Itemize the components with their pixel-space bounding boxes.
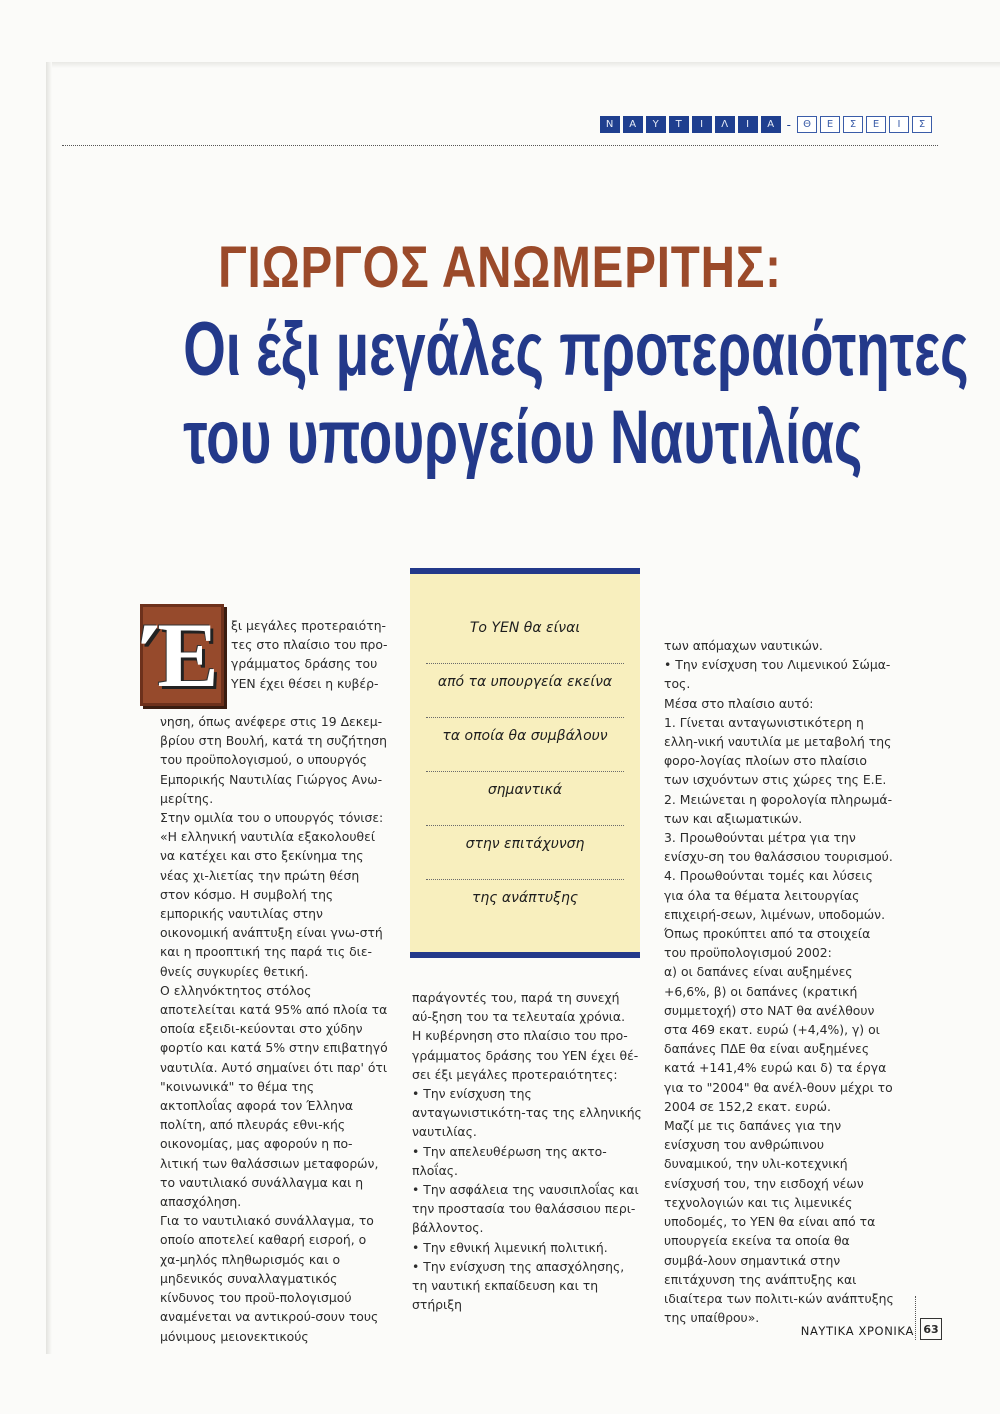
pull-quote [410,568,640,958]
paragraph: Ο ελληνόκτητος στόλος αποτελείται κατά 95% από πλοία τα οποία εξειδι-κεύονται στο χύδην φορτίο και κατά 5% στην επιβατηγό ναυτιλία. Αυτό σημαίνει ότι παρ' ότι "κοινωνικά" το θέμα της ακτοπλοΐας αφορά τον Έλληνα πολίτη, από πλευράς εθνι-κής οικονομίας, μας αφορούν η πο-λιτική των θαλάσσιων μεταφορών, το ναυτιλιακό συνάλλαγμα και η απασχόληση. [160,982,388,1210]
header-letter: Ε [866,116,886,133]
bullet-item: • Την εθνική λιμενική πολιτική. [412,1238,642,1257]
pull-quote-line: Το ΥΕΝ θα είναι [426,610,624,664]
header-letter: Λ [715,116,735,133]
column-1-intro [231,616,389,693]
header-letter: Ε [820,116,840,133]
column-2 [412,988,642,1314]
header-letter: Ι [738,116,758,133]
pull-quote-line: της ανάπτυξης [471,890,579,906]
bullet-item: • Την ενίσχυση της ανταγωνιστικότη-τας της ελληνικής ναυτιλίας. [412,1084,642,1142]
paragraph: Για το ναυτιλιακό συνάλλαγμα, το οποίο αποτελεί καθαρή εισροή, ο χα-μηλός πληθωρισμός και ο μηδενικός συναλλαγματικός κίνδυνος του προϋ-πολογισμού αναμένεται να αντικρού-σουν τους μόνιμους μειονεκτικούς [160,1213,379,1344]
column-1 [160,712,389,1346]
paragraph: παράγοντές του, παρά τη συνεχή αύ-ξηση του τα τελευταία χρόνια. [412,990,626,1025]
pull-quote-line: σημαντικά [426,772,624,826]
drop-cap-letter: Έ [145,604,219,706]
title-speaker: ΓΙΩΡΓΟΣ ΑΝΩΜΕΡΙΤΗΣ: [218,235,782,300]
paragraph: Μέσα στο πλαίσιο αυτό: [664,695,814,711]
header-letter: Ι [889,116,909,133]
bullet-item: • Την ασφάλεια της ναυσιπλοΐας και την προστασία του θαλάσσιου περι-βάλλοντος. [412,1180,642,1238]
paragraph: Στην ομιλία του ο υπουργός τόνισε: «Η ελληνική ναυτιλία εξακολουθεί να κατέχει και στο ξεκίνημα της νέας χι-λιετίας την πρώτη θέση στον κόσμο. Η συμβολή της εμπορικής ναυτιλίας στην οικονομική ανάπτυξη είναι γνω-στή και η προοπτική της παρά τις διε-θνείς συγκυρίες θετική. [160,810,384,979]
publication-name: ΝΑΥΤΙΚΑ ΧΡΟΝΙΚΑ [800,1324,914,1338]
paragraph: 3. Προωθούνται μέτρα για την ενίσχυ-ση του θαλάσσιου τουρισμού. [664,830,893,865]
bullet-item: • Την ενίσχυση της απασχόλησης, τη ναυτική εκπαίδευση και τη στήριξη [412,1257,642,1315]
header-letter: Υ [646,116,666,133]
header-letter: Τ [669,116,689,133]
paragraph: Όπως προκύπτει από τα στοιχεία του προϋπολογισμού 2002: [664,926,871,961]
pull-quote-line: από τα υπουργεία εκείνα [426,664,624,718]
header-letter: Ι [692,116,712,133]
paragraph: νηση, όπως ανέφερε στις 19 Δεκεμ-βρίου στη Βουλή, κατά τη συζήτηση του προϋπολογισμού, ο υπουργός Εμπορικής Ναυτιλίας Γιώργος Ανω-μερίτης. [160,714,387,806]
header-letter: Ν [600,116,620,133]
bullet-item: • Την απελευθέρωση της ακτο-πλοΐας. [412,1142,642,1180]
column-3 [664,636,894,1327]
paragraph: των απόμαχων ναυτικών. [664,638,823,653]
header-letter: Σ [912,116,932,133]
section-header [600,116,932,133]
paragraph: Μαζί με τις δαπάνες για την ενίσχυση του ανθρώπινου δυναμικού, την υλι-κοτεχνική ενίσχυσή του, την εισδοχή νέων τεχνολογιών και τις λιμενικές υποδομές, το ΥΕΝ θα είναι από τα υπουργεία εκείνα τα οποία θα συμβά-λουν σημαντικά στην επιτάχυνση της ανάπτυξης και ιδιαίτερα των πολιτι-κών ανάπτυξης της υπαίθρου». [664,1118,894,1326]
header-letter: Α [761,116,781,133]
page-number: 63 [920,1318,942,1340]
drop-cap [140,604,224,706]
title-line-2: του υπουργείου Ναυτιλίας [183,395,863,480]
paragraph: α) οι δαπάνες είναι αυξημένες +6,6%, β) οι δαπάνες (κρατική συμμετοχή) στο ΝΑΤ θα ανέλθουν στα 469 εκατ. ευρώ (+4,4%), γ) οι δαπάνες ΠΔΕ θα είναι αυξημένες κατά +141,4% ευρώ και δ) τα έργα για το "2004" θα ανέλ-θουν μέχρι το 2004 σε 152,2 εκατ. ευρώ. [664,964,893,1114]
page-edge-left [46,62,52,1354]
pull-quote-line: τα οποία θα συμβάλουν [426,718,624,772]
header-letter: Α [623,116,643,133]
section-label-theseis [797,116,932,133]
pull-quote-line: στην επιτάχυνση [426,826,624,880]
page-edge [46,62,1000,68]
title-line-1: Οι έξι μεγάλες προτεραιότητες [183,307,969,392]
paragraph: 1. Γίνεται ανταγωνιστικότερη η ελλη-νική ναυτιλία με μεταβολή της φορο-λογίας πλοίων στο πλαίσιο των ισχυόντων στις χώρες της Ε.Ε. [664,714,892,788]
bullet-item: • Την ενίσχυση του Λιμενικού Σώμα-τος. [664,655,894,693]
section-separator: - [786,117,791,132]
page-footer [801,1312,942,1340]
header-letter: Θ [797,116,817,133]
paragraph: Η κυβέρνηση στο πλαίσιο του προ-γράμματος δράσης του ΥΕΝ έχει θέ-σει έξι μεγάλες προτεραιότητες: [412,1028,639,1082]
paragraph: 2. Μειώνεται η φορολογία πληρωμά-των και αξιωματικών. [664,791,893,826]
paragraph: ξι μεγάλες προτεραιότη-τες στο πλαίσιο του προ-γράμματος δράσης του ΥΕΝ έχει θέσει η κυβέρ- [231,618,388,691]
article-title [60,230,969,482]
paragraph: 4. Προωθούνται τομές και λύσεις για όλα τα θέματα λειτουργίας επιχειρή-σεων, λιμένων, υποδομών. [664,868,886,922]
section-label-naftilia [600,116,781,133]
header-divider [62,145,938,146]
header-letter: Σ [843,116,863,133]
